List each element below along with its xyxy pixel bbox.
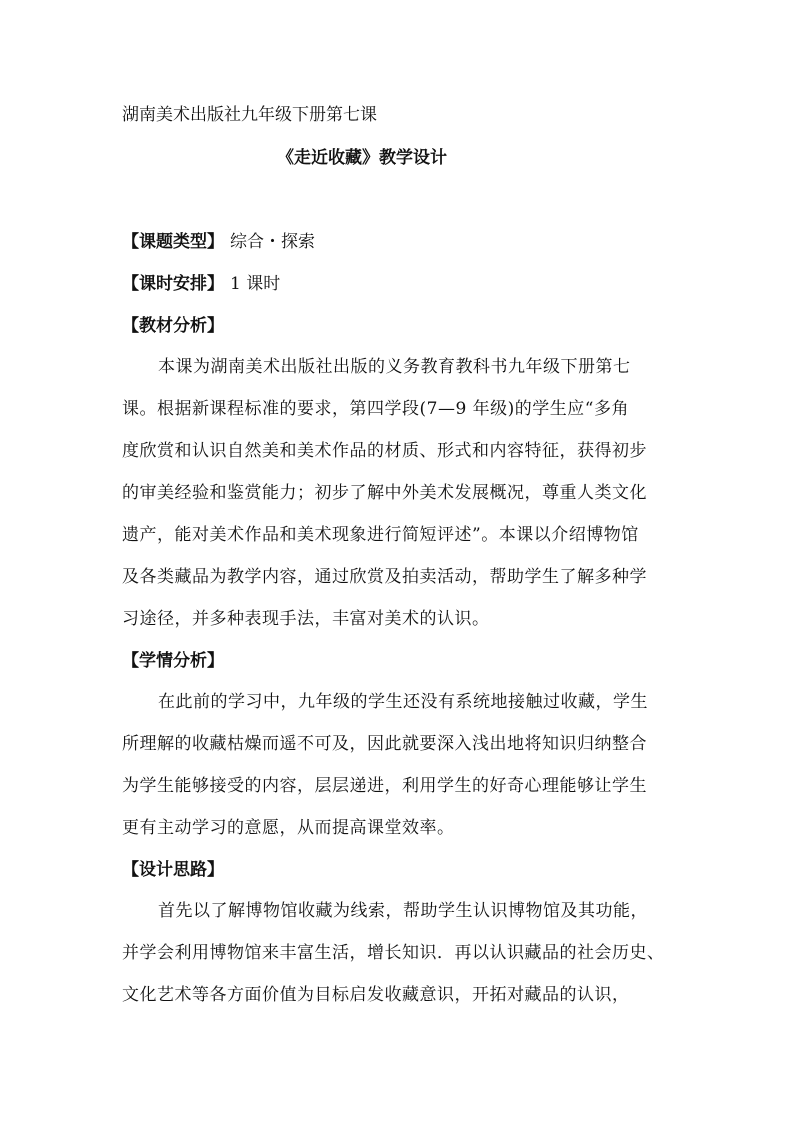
meta-label: 【课时安排】	[122, 274, 224, 294]
meta-course-type	[122, 230, 315, 254]
paragraph-line: 课。根据新课程标准的要求，第四学段(7—9 年级)的学生应“多角	[122, 399, 629, 419]
paragraph-line: 更有主动学习的意愿，从而提高课堂效率。	[122, 818, 455, 838]
meta-value: 1 课时	[230, 274, 281, 294]
paragraph-line: 习途径，并多种表现手法，丰富对美术的认识。	[122, 609, 490, 629]
document-header: 湖南美术出版社九年级下册第七课	[122, 105, 377, 125]
section-heading-textbook-analysis: 【教材分析】	[122, 316, 224, 336]
paragraph-line: 为学生能够接受的内容，层层递进，利用学生的好奇心理能够让学生	[122, 776, 647, 796]
section-heading-learner-analysis: 【学情分析】	[122, 651, 224, 671]
paragraph-line: 文化艺术等各方面价值为目标启发收藏意识，开拓对藏品的认识，	[122, 985, 630, 1005]
paragraph-line: 所理解的收藏枯燥而遥不可及，因此就要深入浅出地将知识归纳整合	[122, 734, 647, 754]
meta-label: 【课题类型】	[122, 232, 224, 252]
paragraph-line: 并学会利用博物馆来丰富生活，增长知识．再以认识藏品的社会历史、	[122, 943, 665, 963]
paragraph-line: 本课为湖南美术出版社出版的义务教育教科书九年级下册第七	[158, 357, 631, 377]
meta-value: 综合・探索	[230, 232, 315, 252]
document-title: 《走近收藏》教学设计	[277, 148, 447, 168]
paragraph-line: 首先以了解博物馆收藏为线索，帮助学生认识博物馆及其功能，	[158, 901, 648, 921]
paragraph-line: 度欣赏和认识自然美和美术作品的材质、形式和内容特征，获得初步	[122, 441, 647, 461]
meta-class-hours	[122, 272, 280, 296]
paragraph-line: 及各类藏品为教学内容，通过欣赏及拍卖活动，帮助学生了解多种学	[122, 567, 647, 587]
paragraph-line: 在此前的学习中，九年级的学生还没有系统地接触过收藏，学生	[158, 692, 648, 712]
section-heading-design-ideas: 【设计思路】	[122, 860, 224, 880]
paragraph-line: 遗产，能对美术作品和美术现象进行简短评述”。本课以介绍博物馆	[122, 525, 639, 545]
paragraph-line: 的审美经验和鉴赏能力；初步了解中外美术发展概况，尊重人类文化	[122, 483, 647, 503]
